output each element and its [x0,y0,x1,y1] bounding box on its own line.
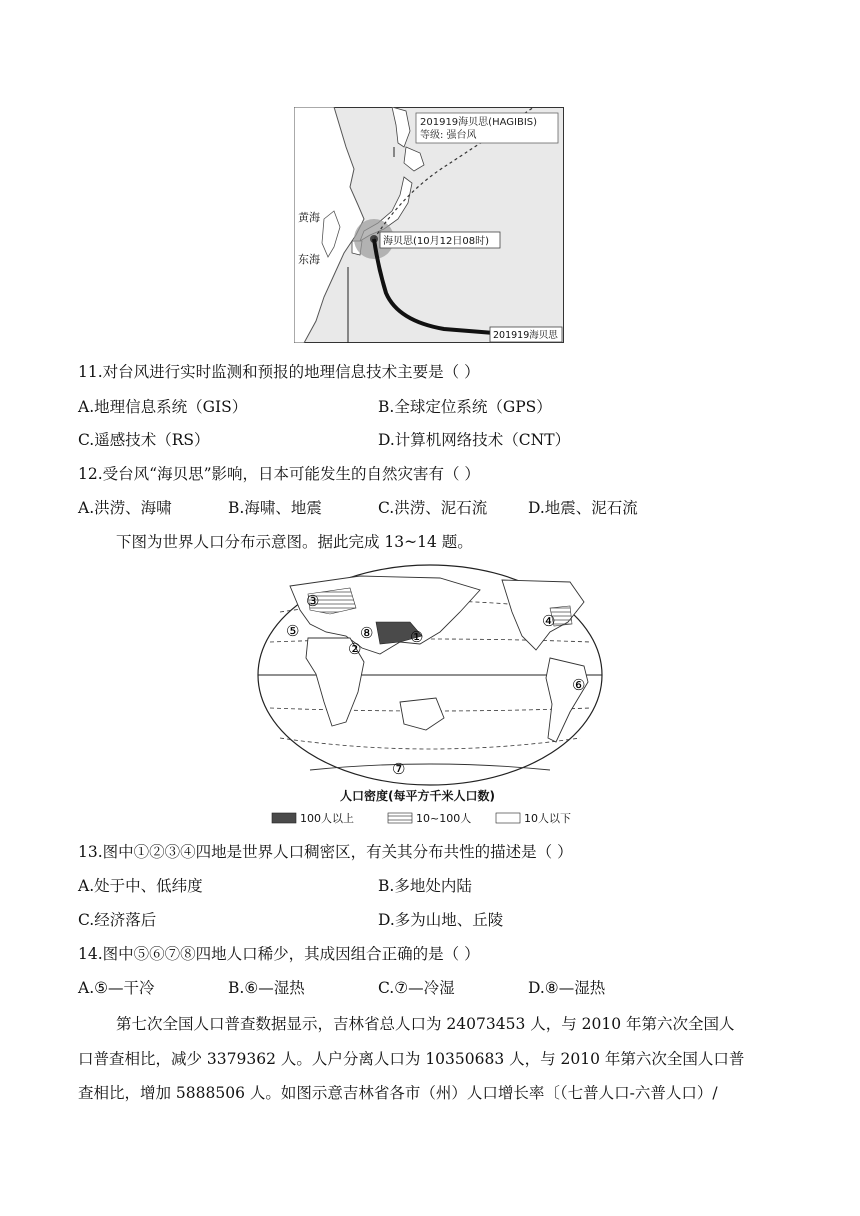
marker-3: ③ [306,592,320,610]
typhoon-name-label: 201919海贝思(HAGIBIS) [420,117,538,128]
world-population-map [250,562,610,832]
typhoon-map-svg [294,107,564,343]
q12-option-a: A.洪涝、海啸 [78,499,172,517]
legend-label-dense: 100人以上 [300,812,354,825]
intro-13-14: 下图为世界人口分布示意图。据此完成 13~14 题。 [116,533,473,551]
q12-stem: 12.受台风“海贝思”影响，日本可能发生的自然灾害有（ ） [78,465,480,483]
q12-option-c: C.洪涝、泥石流 [378,499,488,517]
census-line-2: 口普查相比，减少 3379362 人。人户分离人口为 10350683 人，与 2010 年第六次全国人口普 [78,1050,745,1068]
q12-option-b: B.海啸、地震 [228,499,322,517]
q12-option-d: D.地震、泥石流 [528,499,638,517]
legend-swatch-medium [388,813,412,823]
marker-1: ① [410,628,424,646]
census-line-1: 第七次全国人口普查数据显示，吉林省总人口为 24073453 人，与 2010 年第六次全国人 [116,1015,735,1033]
legend-swatch-dense [272,813,296,823]
q11-option-a: A.地理信息系统（GIS） [78,398,248,416]
typhoon-grade-label: 等级: 强台风 [420,130,477,141]
q13-option-a: A.处于中、低纬度 [78,877,203,895]
legend-swatch-sparse [496,813,520,823]
donghai-label: 东海 [298,253,320,266]
legend-title: 人口密度(每平方千米人口数) [340,789,495,803]
marker-7: ⑦ [392,760,406,778]
q11-stem: 11.对台风进行实时监测和预报的地理信息技术主要是（ ） [78,363,480,381]
q14-option-a: A.⑤—干冷 [78,979,155,997]
storm-callout: 海贝思(10月12日08时) [383,236,489,247]
q13-option-d: D.多为山地、丘陵 [378,911,504,929]
world-map-svg [250,562,610,832]
legend-label-sparse: 10人以下 [524,812,571,825]
legend-label-medium: 10~100人 [416,812,472,825]
marker-5: ⑤ [286,622,300,640]
census-line-3: 查相比，增加 5888506 人。如图示意吉林省各市（州）人口增长率〔（七普人口-六普人口）/ [78,1084,718,1102]
huanghai-label: 黄海 [298,211,320,224]
start-point-label: 201919海贝思 [493,330,558,341]
marker-6: ⑥ [572,676,586,694]
q11-option-b: B.全球定位系统（GPS） [378,398,552,416]
q14-option-b: B.⑥—湿热 [228,979,305,997]
marker-4: ④ [542,612,556,630]
q13-option-c: C.经济落后 [78,911,157,929]
q11-option-c: C.遥感技术（RS） [78,431,210,449]
marker-8: ⑧ [360,624,374,642]
q13-option-b: B.多地处内陆 [378,877,472,895]
q14-stem: 14.图中⑤⑥⑦⑧四地人口稀少，其成因组合正确的是（ ） [78,945,480,963]
marker-2: ② [348,640,362,658]
typhoon-track-map [294,107,564,343]
q11-option-d: D.计算机网络技术（CNT） [378,431,571,449]
q13-stem: 13.图中①②③④四地是世界人口稠密区，有关其分布共性的描述是（ ） [78,843,573,861]
q14-option-c: C.⑦—冷湿 [378,979,455,997]
q14-option-d: D.⑧—湿热 [528,979,606,997]
